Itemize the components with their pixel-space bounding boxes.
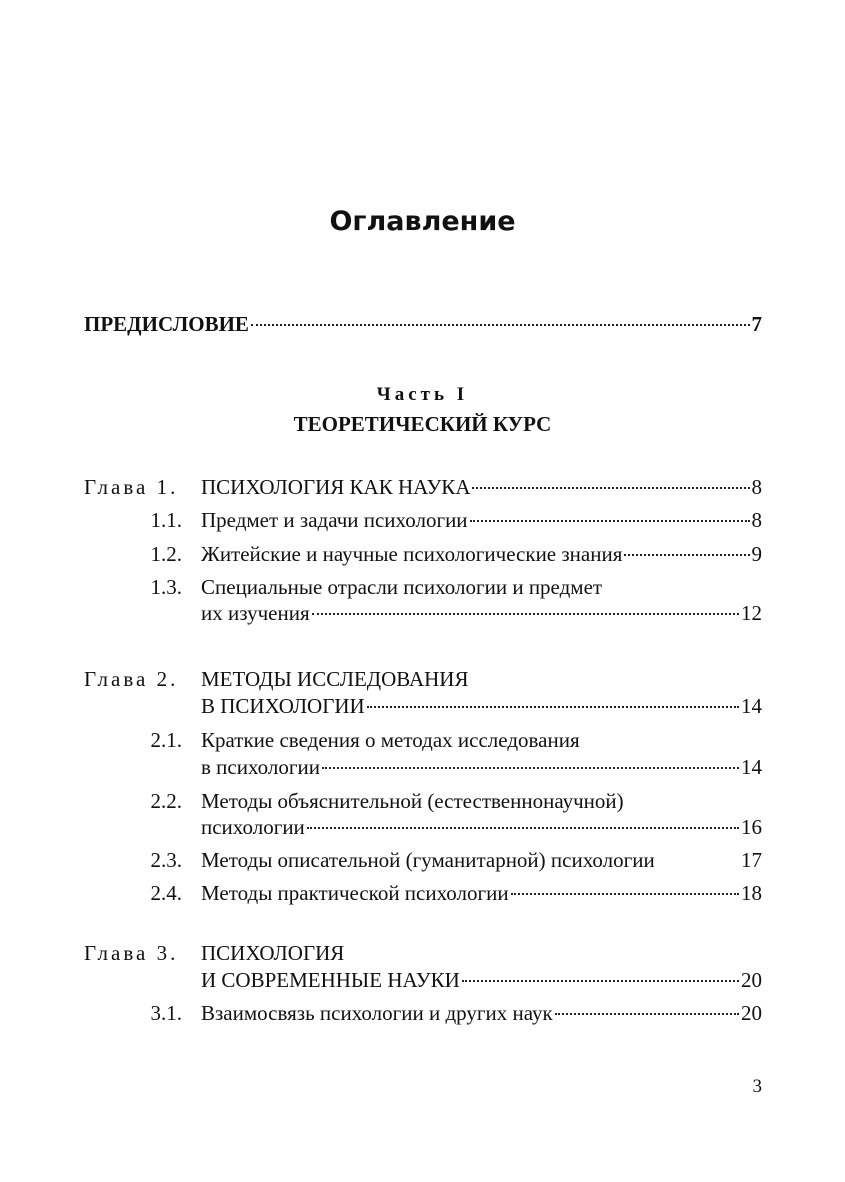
part-title: ТЕОРЕТИЧЕСКИЙ КУРС bbox=[293, 412, 552, 436]
dot-leader bbox=[511, 893, 739, 895]
toc-entry-section-2-1[interactable] bbox=[201, 755, 762, 780]
page-title: Оглавление bbox=[329, 206, 516, 237]
toc-entry-chapter-2[interactable] bbox=[201, 694, 762, 719]
section-title: Методы описательной (гуманитарной) психологии bbox=[201, 848, 655, 872]
section-title-cont: в психологии bbox=[201, 755, 320, 779]
toc-entry-section-1-3[interactable] bbox=[201, 601, 762, 626]
preface-page: 7 bbox=[751, 312, 762, 336]
section-page: 8 bbox=[751, 508, 762, 532]
part-label: Часть I bbox=[376, 384, 469, 405]
section-title[interactable]: Специальные отрасли психологии и предмет bbox=[201, 575, 603, 599]
toc-entry-preface[interactable] bbox=[84, 312, 762, 337]
toc-entry-section-1-2[interactable] bbox=[201, 542, 762, 567]
chapter-2-label: Глава 2. bbox=[84, 667, 179, 691]
section-number: 2.1. bbox=[150, 728, 182, 752]
section-number: 1.2. bbox=[150, 542, 182, 566]
chapter-page: 8 bbox=[751, 475, 762, 499]
section-title-cont: психологии bbox=[201, 815, 305, 839]
dot-leader bbox=[462, 980, 739, 982]
section-number: 2.2. bbox=[150, 789, 182, 813]
dot-leader bbox=[367, 706, 739, 708]
section-title[interactable]: Методы объяснительной (естественнонаучной) bbox=[201, 789, 624, 813]
section-number: 1.3. bbox=[150, 575, 182, 599]
dot-leader bbox=[251, 324, 750, 326]
toc-entry-section-1-1[interactable] bbox=[201, 508, 762, 533]
section-page: 16 bbox=[741, 815, 762, 839]
section-page: 18 bbox=[741, 881, 762, 905]
toc-entry-section-2-2[interactable] bbox=[201, 815, 762, 840]
chapter-page: 14 bbox=[741, 694, 762, 718]
section-page: 14 bbox=[741, 755, 762, 779]
section-number: 2.4. bbox=[150, 881, 182, 905]
toc-entry-chapter-3[interactable] bbox=[201, 968, 762, 993]
dot-leader bbox=[322, 767, 739, 769]
dot-leader bbox=[555, 1013, 739, 1015]
toc-entry-chapter-1[interactable] bbox=[201, 475, 762, 500]
section-page: 20 bbox=[741, 1001, 762, 1025]
dot-leader bbox=[657, 860, 739, 862]
toc-entry-section-2-4[interactable] bbox=[201, 881, 762, 906]
dot-leader bbox=[312, 613, 739, 615]
chapter-1-label: Глава 1. bbox=[84, 475, 179, 499]
section-page: 17 bbox=[741, 848, 762, 872]
section-title: Методы практической психологии bbox=[201, 881, 509, 905]
preface-label: ПРЕДИСЛОВИЕ bbox=[84, 312, 249, 336]
chapter-page: 20 bbox=[741, 968, 762, 992]
section-title[interactable]: Краткие сведения о методах исследования bbox=[201, 728, 580, 752]
chapter-title: ПСИХОЛОГИЯ КАК НАУКА bbox=[201, 475, 471, 499]
section-number: 1.1. bbox=[150, 508, 182, 532]
chapter-3-label: Глава 3. bbox=[84, 941, 179, 965]
section-title: Взаимосвязь психологии и других наук bbox=[201, 1001, 553, 1025]
page-number: 3 bbox=[752, 1076, 762, 1097]
toc-entry-section-3-1[interactable] bbox=[201, 1001, 762, 1026]
dot-leader bbox=[472, 487, 749, 489]
section-title-cont: их изучения bbox=[201, 601, 310, 625]
section-title: Предмет и задачи психологии bbox=[201, 508, 468, 532]
section-page: 9 bbox=[751, 542, 762, 566]
dot-leader bbox=[307, 827, 739, 829]
dot-leader bbox=[624, 554, 749, 556]
dot-leader bbox=[470, 520, 750, 522]
section-number: 2.3. bbox=[150, 848, 182, 872]
section-number: 3.1. bbox=[150, 1001, 182, 1025]
chapter-title[interactable]: ПСИХОЛОГИЯ bbox=[201, 941, 345, 965]
chapter-title-cont: В ПСИХОЛОГИИ bbox=[201, 694, 365, 718]
section-title: Житейские и научные психологические знания bbox=[201, 542, 623, 566]
chapter-title[interactable]: МЕТОДЫ ИССЛЕДОВАНИЯ bbox=[201, 667, 469, 691]
toc-entry-section-2-3[interactable] bbox=[201, 848, 762, 873]
section-page: 12 bbox=[741, 601, 762, 625]
chapter-title-cont: И СОВРЕМЕННЫЕ НАУКИ bbox=[201, 968, 460, 992]
